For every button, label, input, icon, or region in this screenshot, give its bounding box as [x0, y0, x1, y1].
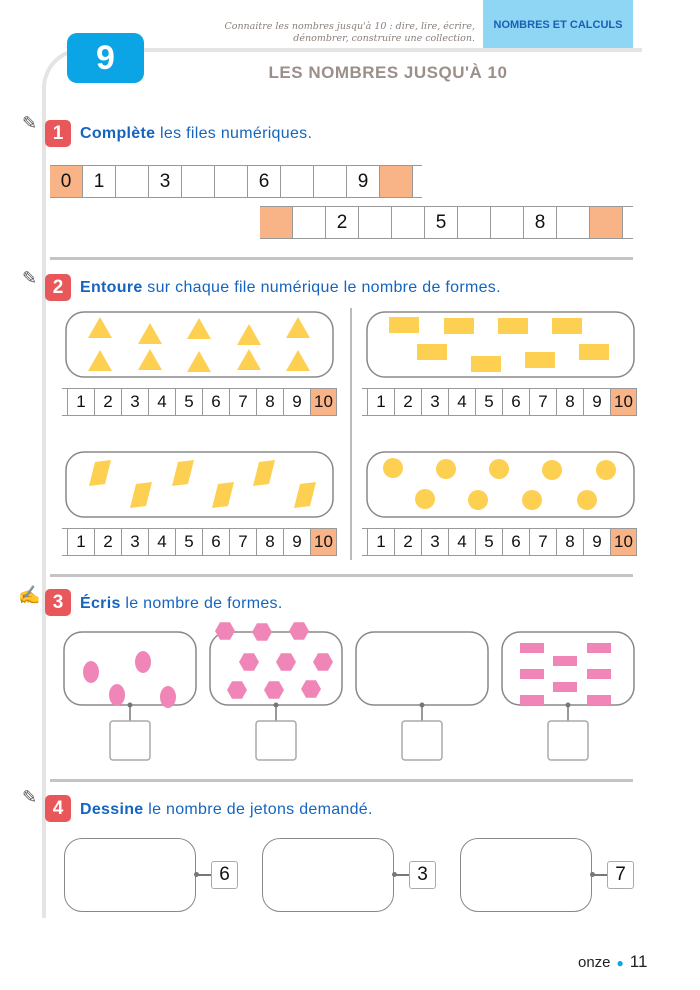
page-footer — [578, 952, 647, 972]
rectangle-shape — [520, 643, 544, 653]
connector-dot — [128, 703, 133, 708]
instruction-verb: Écris — [80, 595, 121, 612]
objective-line: Connaitre les nombres jusqu'à 10 : dire, lire, écrire, — [224, 21, 475, 32]
number-choice[interactable]: 3 — [421, 529, 448, 555]
answer-box[interactable] — [110, 721, 150, 760]
drawing-area[interactable] — [262, 838, 394, 912]
pen-writing-icon: ✍ — [18, 585, 41, 605]
rectangle-shape — [389, 317, 419, 333]
instruction-text: le nombre de formes. — [120, 595, 283, 612]
circle-shape — [522, 490, 542, 510]
number-choice[interactable]: 1 — [367, 389, 394, 415]
exercise-number: 3 — [45, 589, 71, 616]
pencil-draw-icon: ✎ — [22, 787, 38, 807]
rectangle-shape — [417, 344, 447, 360]
exercise-number: 2 — [45, 274, 71, 301]
target-number: 7 — [607, 861, 634, 889]
connector-dot — [590, 872, 595, 877]
number-choice[interactable]: 9 — [283, 529, 310, 555]
shape-panel — [356, 632, 488, 705]
number-choice[interactable]: 10 — [310, 389, 337, 415]
number-cell: 9 — [347, 166, 380, 197]
divider — [50, 779, 633, 782]
exercise-instruction — [80, 801, 373, 819]
number-choice[interactable]: 2 — [94, 529, 121, 555]
drawing-area[interactable] — [64, 838, 196, 912]
number-choice[interactable]: 6 — [202, 389, 229, 415]
rectangle-shape — [498, 318, 528, 334]
circle-shape — [468, 490, 488, 510]
rectangle-shape — [587, 643, 611, 653]
connector-dot — [420, 703, 425, 708]
circle-shape — [436, 459, 456, 479]
divider — [50, 574, 633, 577]
number-choice[interactable]: 2 — [394, 389, 421, 415]
number-choice[interactable]: 9 — [283, 389, 310, 415]
oval-shape — [83, 661, 99, 683]
number-choice[interactable]: 4 — [448, 529, 475, 555]
number-choice[interactable]: 8 — [256, 389, 283, 415]
rectangle-shape — [587, 669, 611, 679]
rectangle-shape — [553, 656, 577, 666]
number-choice[interactable]: 7 — [529, 389, 556, 415]
rectangle-shape — [520, 669, 544, 679]
rectangle-shape — [553, 682, 577, 692]
domain-tab: NOMBRES ET CALCULS — [483, 0, 633, 50]
number-choice[interactable]: 3 — [121, 389, 148, 415]
rectangle-shape — [525, 352, 555, 368]
rectangle-shape — [520, 695, 544, 705]
instruction-verb: Dessine — [80, 801, 144, 818]
connector-dot — [194, 872, 199, 877]
number-line-rectangles[interactable] — [362, 388, 637, 416]
shape-panel — [502, 632, 634, 705]
number-choice[interactable]: 5 — [175, 529, 202, 555]
number-cell: 8 — [524, 207, 557, 238]
answer-box[interactable] — [548, 721, 588, 760]
lesson-number: 9 — [67, 33, 144, 83]
instruction-verb: Complète — [80, 125, 156, 142]
connector-dot — [274, 703, 279, 708]
number-choice[interactable]: 7 — [229, 389, 256, 415]
oval-shape — [135, 651, 151, 673]
number-choice[interactable]: 4 — [148, 389, 175, 415]
oval-shape — [109, 684, 125, 706]
circle-shape — [415, 489, 435, 509]
circle-shape — [383, 458, 403, 478]
number-choice[interactable]: 6 — [502, 389, 529, 415]
ex3-shapes — [0, 600, 700, 780]
rectangle-shape — [579, 344, 609, 360]
number-choice[interactable]: 5 — [475, 389, 502, 415]
pencil-icon: ✎ — [22, 113, 38, 133]
number-choice[interactable]: 8 — [556, 389, 583, 415]
number-cell: 2 — [326, 207, 359, 238]
instruction-text: les files numériques. — [155, 125, 313, 142]
connector-dot — [566, 703, 571, 708]
rectangle-shape — [587, 695, 611, 705]
objective-line: dénombrer, construire une collection. — [293, 33, 475, 44]
number-cell: 6 — [248, 166, 281, 197]
instruction-text: sur chaque file numérique le nombre de formes. — [142, 279, 501, 296]
number-choice[interactable]: 3 — [121, 529, 148, 555]
number-cell: 0 — [50, 166, 83, 197]
number-choice[interactable]: 4 — [148, 529, 175, 555]
page-number: 11 — [629, 952, 648, 971]
number-choice[interactable]: 10 — [610, 389, 637, 415]
circle-shape — [542, 460, 562, 480]
number-choice[interactable]: 2 — [94, 389, 121, 415]
number-choice[interactable]: 2 — [394, 529, 421, 555]
number-choice[interactable]: 1 — [367, 529, 394, 555]
number-choice[interactable]: 1 — [67, 529, 94, 555]
number-choice[interactable]: 3 — [421, 389, 448, 415]
number-cell: 5 — [425, 207, 458, 238]
number-line-circles[interactable] — [362, 528, 637, 556]
answer-box[interactable] — [402, 721, 442, 760]
number-choice[interactable]: 1 — [67, 389, 94, 415]
number-choice[interactable]: 5 — [475, 529, 502, 555]
number-choice[interactable]: 9 — [583, 529, 610, 555]
circle-shape — [489, 459, 509, 479]
connector-dot — [392, 872, 397, 877]
number-choice[interactable]: 4 — [448, 389, 475, 415]
target-number: 6 — [211, 861, 238, 889]
number-choice[interactable]: 7 — [229, 529, 256, 555]
bullet-dot: ● — [616, 956, 624, 970]
answer-box[interactable] — [256, 721, 296, 760]
page-title: LES NOMBRES JUSQU'À 10 — [268, 63, 508, 82]
instruction-verb: Entoure — [80, 279, 143, 296]
rectangle-shape — [444, 318, 474, 334]
oval-shape — [160, 686, 176, 708]
number-choice[interactable]: 9 — [583, 389, 610, 415]
number-choice[interactable]: 8 — [256, 529, 283, 555]
circle-shape — [596, 460, 616, 480]
page-word: onze — [578, 954, 611, 971]
drawing-area[interactable] — [460, 838, 592, 912]
pencil-circle-icon: ✎ — [22, 268, 38, 288]
rectangle-shape — [471, 356, 501, 372]
number-line-triangles[interactable] — [62, 388, 337, 416]
target-number: 3 — [409, 861, 436, 889]
number-cell: 3 — [149, 166, 182, 197]
number-choice[interactable]: 7 — [529, 529, 556, 555]
number-choice[interactable]: 6 — [202, 529, 229, 555]
rectangle-shape — [552, 318, 582, 334]
instruction-text: le nombre de jetons demandé. — [143, 801, 373, 818]
number-choice[interactable]: 5 — [175, 389, 202, 415]
number-choice[interactable]: 10 — [610, 529, 637, 555]
number-choice[interactable]: 10 — [310, 529, 337, 555]
exercise-number: 4 — [45, 795, 71, 822]
number-choice[interactable]: 6 — [502, 529, 529, 555]
number-cell: 1 — [83, 166, 116, 197]
exercise-number: 1 — [45, 120, 71, 147]
number-choice[interactable]: 8 — [556, 529, 583, 555]
circle-shape — [577, 490, 597, 510]
number-line-parallelograms[interactable] — [62, 528, 337, 556]
